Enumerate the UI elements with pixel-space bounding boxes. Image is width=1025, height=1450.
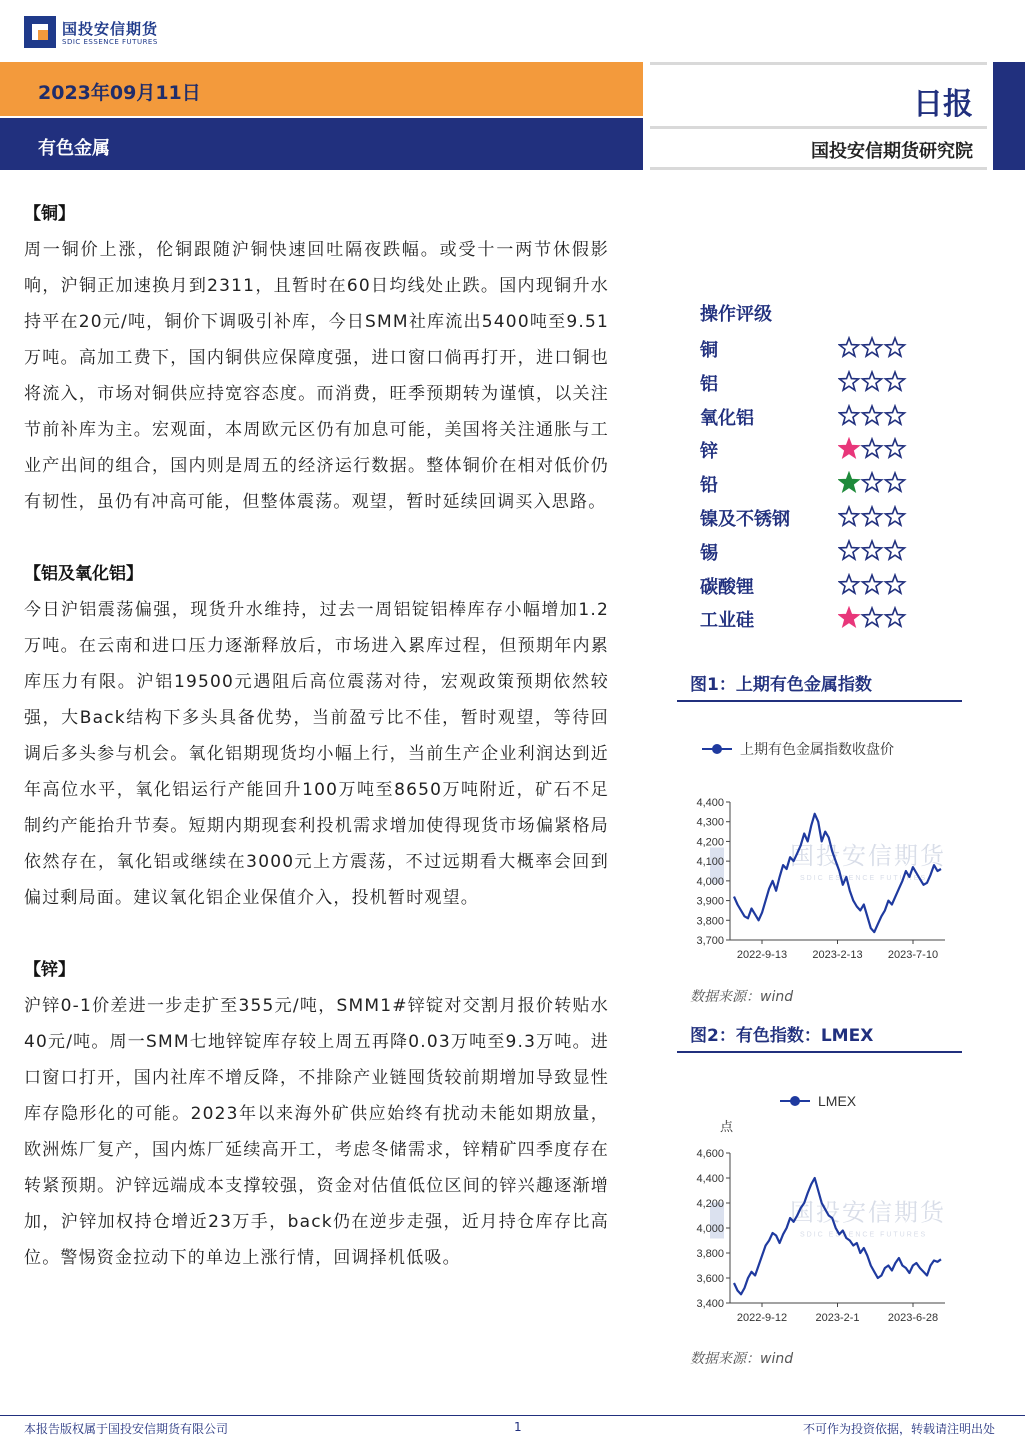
legend-marker-icon [790, 1096, 800, 1106]
star-outline-icon [885, 473, 904, 491]
rating-metal-name: 氧化铝 [700, 407, 754, 429]
rating-stars [838, 539, 908, 561]
rating-stars [838, 437, 908, 459]
y-tick-label: 3,700 [696, 935, 724, 947]
rating-metal-name: 铜 [700, 340, 718, 361]
rating-stars [838, 336, 908, 358]
rating-row [700, 400, 940, 434]
divider [650, 167, 987, 170]
rating-metal-name: 锌 [700, 441, 718, 463]
star-outline-icon [885, 507, 904, 525]
star-outline-icon [862, 507, 881, 525]
legend-marker-icon [712, 744, 722, 754]
rating-metal-name: 镍及不锈钢 [700, 508, 790, 530]
institute-box [650, 129, 987, 167]
divider [677, 700, 962, 702]
y-tick-label: 3,800 [696, 1248, 724, 1260]
rating-metal-name: 碳酸锂 [700, 576, 754, 598]
rating-stars [838, 370, 908, 392]
report-category: 有色金属 [38, 138, 110, 159]
star-outline-icon [885, 372, 904, 390]
rating-title: 操作评级 [700, 304, 772, 325]
rating-row [700, 332, 940, 366]
y-tick-label: 3,900 [696, 895, 724, 908]
rating-metal-name: 铝 [700, 373, 718, 395]
star-outline-icon [862, 473, 881, 491]
y-tick-label: 4,300 [696, 816, 724, 829]
institute-name: 国投安信期货研究院 [811, 141, 973, 162]
footer-divider [0, 1415, 1025, 1416]
star-outline-icon [885, 338, 904, 356]
figure-1-title: 图1：上期有色金属指数 [690, 675, 872, 695]
section-title: 【锌】 [24, 960, 75, 980]
watermark-text: 国投安信期货 [790, 843, 946, 871]
star-outline-icon [862, 406, 881, 424]
star-outline-icon [885, 575, 904, 593]
logo-text-en: SDIC ESSENCE FUTURES [62, 38, 158, 46]
rating-row [700, 366, 940, 400]
section-body: 沪锌0-1价差进一步走扩至355元/吨，SMM1#锌锭对交割月报价转贴水40元/吨。周一SMM七地锌锭库存较上周五再降0.03万吨至9.3万吨。进口窗口打开，国内社库不增反降，不排除产业链囤货较前期增加导致显性库存隐形化的可能。2023年以来海外矿供应始终有扰动未能如期放量，欧洲炼厂复产，国内炼厂延续高开工，考虑冬储需求，锌精矿四季度存在转紧预期。沪锌远端成本支撑较强，资金对估值低位区间的锌兴趣逐渐增加，沪锌加权持仓增近23万手，back仍在逆步走强，近月持仓库存比高位。警惕资金拉动下的单边上涨行情，回调择机低吸。 [24, 996, 609, 1268]
y-tick-label: 3,800 [696, 915, 724, 928]
company-logo [24, 14, 204, 54]
rating-stars [838, 573, 908, 595]
y-tick-label: 3,600 [696, 1273, 724, 1285]
star-filled-icon [839, 473, 858, 491]
footer-disclaimer: 不可作为投资依据，转载请注明出处 [802, 1422, 995, 1436]
rating-stars [838, 471, 908, 493]
star-outline-icon [839, 507, 858, 525]
star-outline-icon [839, 406, 858, 424]
section-zinc [24, 952, 609, 1276]
y-axis-label: 点 [720, 1119, 734, 1134]
rating-table [700, 298, 940, 636]
section-body: 今日沪铝震荡偏强，现货升水维持，过去一周铝锭铝棒库存小幅增加1.2万吨。在云南和进口压力逐渐释放后，市场进入累库过程，但预期年内累库压力有限。沪铝19500元遇阻后高位震荡对待，宏观政策预期依然较强，大Back结构下多头具备优势，当前盈亏比不佳，暂时观望，等待回调后多头参与机会。氧化铝期现货均小幅上行，当前生产企业利润达到近年高位水平，氧化铝运行产能回升100万吨至8650万吨附近，矿石不足制约产能抬升节奏。短期内期现套利投机需求增加使得现货市场偏紧格局依然存在，氧化铝或继续在3000元上方震荡，不过远期看大概率会回到偏过剩局面。建议氧化铝企业保值介入，投机暂时观望。 [24, 600, 609, 908]
category-bar [0, 118, 643, 170]
rating-row [700, 467, 940, 501]
star-outline-icon [885, 608, 904, 626]
page-number: 1 [514, 1420, 522, 1434]
report-type: 日报 [913, 87, 973, 122]
rating-row [700, 535, 940, 569]
star-outline-icon [839, 372, 858, 390]
y-tick-label: 4,000 [696, 1223, 724, 1235]
y-tick-label: 4,200 [696, 1198, 724, 1210]
rating-stars [838, 505, 908, 527]
rating-row [700, 433, 940, 467]
star-filled-icon [839, 608, 858, 626]
figure-1-source: 数据来源：wind [690, 989, 794, 1005]
star-outline-icon [862, 541, 881, 559]
date-bar [0, 62, 643, 116]
star-outline-icon [862, 608, 881, 626]
star-outline-icon [862, 439, 881, 457]
rating-row [700, 569, 940, 603]
x-tick-label: 2023-2-13 [812, 949, 863, 961]
legend-label: LMEX [818, 1093, 857, 1109]
y-tick-label: 4,400 [696, 1173, 724, 1185]
y-tick-label: 3,400 [696, 1298, 724, 1310]
star-outline-icon [885, 406, 904, 424]
section-title: 【铝及氧化铝】 [24, 564, 143, 584]
section-aluminum [24, 556, 609, 916]
divider [677, 1051, 962, 1053]
y-tick-label: 4,000 [696, 875, 724, 888]
figure-2-source: 数据来源：wind [690, 1351, 794, 1367]
watermark-text-en: SDIC ESSENCE FUTURES [800, 1231, 928, 1239]
rating-stars [838, 606, 908, 628]
report-type-box [650, 65, 987, 125]
chart-shfe-nonferrous-index [680, 730, 965, 970]
figure-2-title: 图2：有色指数：LMEX [690, 1026, 874, 1046]
rating-row [700, 501, 940, 535]
x-tick-label: 2023-2-1 [815, 1312, 860, 1324]
star-outline-icon [862, 575, 881, 593]
y-tick-label: 4,600 [696, 1148, 724, 1160]
y-tick-label: 4,100 [696, 856, 724, 869]
watermark-text-en: SDIC ESSENCE FUTURES [800, 875, 928, 883]
rating-row [700, 602, 940, 636]
x-tick-label: 2023-7-10 [887, 949, 939, 961]
star-outline-icon [862, 338, 881, 356]
section-body: 周一铜价上涨，伦铜跟随沪铜快速回吐隔夜跌幅。或受十一两节休假影响，沪铜正加速换月到2311，且暂时在60日均线处止跌。国内现铜升水持平在20元/吨，铜价下调吸引补库，今日SMM社库流出5400吨至9.51万吨。高加工费下，国内铜供应保障度强，进口窗口倘再打开，进口铜也将流入，市场对铜供应持宽容态度。而消费，旺季预期转为谨慎，以关注节前补库为主。宏观面，本周欧元区仍有加息可能，美国将关注通胀与工业产出间的组合，国内则是周五的经济运行数据。整体铜价在相对低价仍有韧性，虽仍有冲高可能，但整体震荡。观望，暂时延续回调买入思路。 [24, 240, 609, 512]
star-outline-icon [839, 575, 858, 593]
series-line [734, 814, 941, 932]
report-date: 2023年09月11日 [38, 82, 201, 104]
y-tick-label: 4,400 [696, 797, 724, 809]
star-outline-icon [885, 541, 904, 559]
y-tick-label: 4,200 [696, 836, 724, 849]
logo-text-cn: 国投安信期货 [62, 20, 159, 38]
star-outline-icon [862, 372, 881, 390]
logo-mark-icon [24, 16, 56, 48]
x-tick-label: 2022-9-13 [736, 949, 788, 961]
star-filled-icon [839, 439, 858, 457]
footer-copyright: 本报告版权属于国投安信期货有限公司 [24, 1422, 229, 1436]
rating-metal-name: 工业硅 [700, 610, 754, 632]
rating-metal-name: 铅 [700, 475, 718, 497]
x-tick-label: 2022-9-12 [736, 1312, 788, 1324]
star-outline-icon [839, 338, 858, 356]
star-outline-icon [885, 439, 904, 457]
rating-metal-name: 锡 [700, 542, 718, 564]
x-tick-label: 2023-6-28 [887, 1312, 939, 1324]
watermark-text: 国投安信期货 [790, 1199, 946, 1227]
header-accent-strip [993, 62, 1025, 170]
main-content [24, 196, 609, 1276]
rating-stars [838, 404, 908, 426]
section-title: 【铜】 [24, 204, 75, 224]
legend-label: 上期有色金属指数收盘价 [740, 741, 894, 757]
star-outline-icon [839, 541, 858, 559]
chart-lmex-index [680, 1085, 965, 1335]
section-copper [24, 196, 609, 520]
